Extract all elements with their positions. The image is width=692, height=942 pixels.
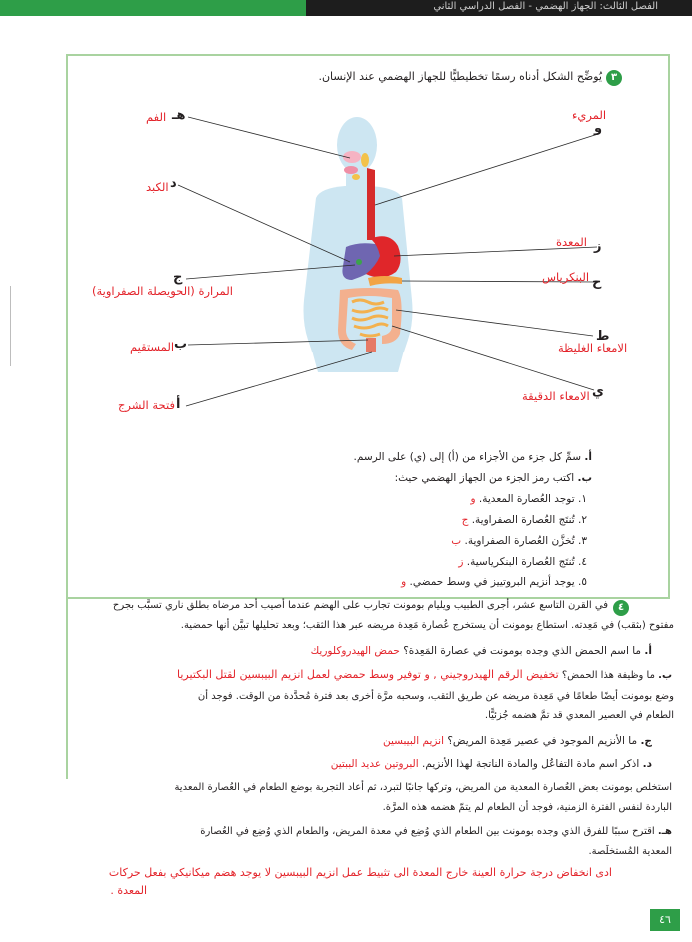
- q4-part-d-answer: البروتين عديد الببتين: [330, 758, 419, 770]
- q4-part-c: [383, 735, 652, 747]
- question-4-badge: ٤: [613, 600, 629, 616]
- q4-mid-line-1: وضع بومونت أيضًا طعامًا في مَعِدة مريضه عن طريق الثقب، وسحبه مرَّة أخرى بعد فترة مُحدَّدة من الوقت. فوجد أن: [197, 691, 674, 702]
- q4-part-b-text: ما وظيفة هذا الحمض؟: [561, 670, 655, 681]
- letter-alif: أ: [176, 397, 181, 412]
- q4-mid-line-2: الطعام في العصير المعدي قد تمَّ هضمه جُزئيًّا.: [484, 710, 674, 721]
- q4-experiment-line-1: استخلص بومونت بعض العُصارة المعدية من المريض، وتركها جانبًا لتبرد، ثم أعاد التجربة بوضع الطعام في العُصارة المعدية: [174, 782, 672, 793]
- header-green-bar: [0, 0, 306, 16]
- q4-part-b-answer: تخفيض الرقم الهيدروجيني , و توفير وسط حمضي لعمل انزيم البيبسين لقتل البكتيريا: [177, 668, 559, 681]
- q3-item-4-text: تُنتَج العُصارة البنكرياسية.: [466, 556, 575, 568]
- answer-esophagus: المريء: [572, 108, 607, 122]
- letter-zay: ز: [594, 239, 602, 254]
- q3-item-2: [462, 514, 587, 526]
- letter-ya: ي: [592, 384, 604, 399]
- q3-part-b: [395, 472, 592, 484]
- q4-part-c-text: ما الأنزيم الموجود في عصير مَعِدة المريض؟: [447, 735, 638, 747]
- q4-part-a-label: أ.: [644, 645, 652, 657]
- letter-ha: هـ: [172, 108, 186, 123]
- q4-part-e-label: هـ.: [657, 826, 672, 837]
- q3-item-3-answer: ب: [451, 535, 462, 547]
- q3-item-4-answer: ز: [458, 556, 464, 568]
- q3-part-a: [354, 451, 592, 463]
- header-title: الفصل الثالث: الجهاز الهضمي - الفصل الدراسي الثاني: [306, 0, 692, 16]
- q3-item-5-answer: و: [401, 576, 407, 588]
- q3-part-b-label: ب.: [577, 472, 592, 484]
- q3-item-4: [458, 556, 587, 568]
- answer-pancreas: البنكرياس: [542, 270, 590, 284]
- q4-part-e-answer-line-1: ادى انخفاض درجة حرارة العينة خارج المعدة الى تثبيط عمل انزيم البيبسين لا يوجد هضم ميكانيكي بفعل حركات: [108, 866, 612, 879]
- q4-part-a-text: ما اسم الحمض الذي وجده بومونت في عصارة المَعِدة؟: [403, 645, 642, 657]
- answer-rectum: المستقيم: [130, 340, 175, 354]
- q3-item-2-answer: ج: [461, 514, 469, 526]
- q4-part-d-text: اذكر اسم مادة التفاعُل والمادة الناتجة لهذا الأنزيم.: [422, 758, 640, 770]
- q3-item-5-text: يوجد أنزيم البروتييز في وسط حمضي.: [409, 576, 575, 588]
- letter-jim: ج: [173, 270, 183, 285]
- q4-part-c-answer: انزيم البيبسين: [382, 735, 445, 747]
- q4-intro-line-2: مفتوح (بثقب) في مَعِدته. استطاع بومونت أن يستخرج عُصارة مَعِدة مريضه عبر هذا الثقب؛ وبعد تحليلها تبيَّن أنها حمضية.: [180, 620, 674, 631]
- question-3-badge: ٣: [606, 70, 622, 86]
- answer-small-intestine: الامعاء الدقيقة: [522, 389, 590, 403]
- answer-large-intestine: الامعاء الغليظة: [558, 341, 628, 355]
- q4-part-e: [200, 826, 672, 837]
- answer-anus: فتحة الشرج: [118, 398, 175, 412]
- letter-dal: د: [170, 176, 177, 191]
- q3-part-b-text: اكتب رمز الجزء من الجهاز الهضمي حيث:: [394, 472, 575, 484]
- answer-stomach: المعدة: [556, 235, 587, 249]
- q4-part-a-answer: حمض الهيدروكلوريك: [310, 645, 400, 657]
- q3-item-1: [471, 493, 588, 505]
- q3-item-5-num: ٥.: [578, 576, 587, 588]
- q4-part-b: [177, 668, 672, 681]
- question-3-prompt: يُوضِّح الشكل أدناه رسمًا تخطيطيًّا للجهاز الهضمي عند الإنسان.: [318, 70, 602, 83]
- answer-liver: الكبد: [146, 180, 169, 194]
- q4-part-d-label: د.: [642, 758, 652, 770]
- letter-ba: ب: [174, 337, 188, 352]
- letter-ha2: ح: [592, 275, 602, 290]
- q3-part-a-label: أ.: [584, 451, 592, 463]
- question-4-frame-edge: [66, 599, 68, 779]
- q3-part-a-text: سمِّ كل جزء من الأجزاء من (أ) إلى (ي) على الرسم.: [353, 451, 582, 463]
- q3-item-5: [401, 576, 587, 588]
- q3-item-2-text: تُنتَج العُصارة الصفراوية.: [471, 514, 575, 526]
- q3-item-3: [451, 535, 587, 547]
- answer-mouth: الفم: [146, 110, 167, 124]
- page-number: ٤٦: [650, 909, 680, 931]
- q3-item-1-text: توجد العُصارة المعدية.: [478, 493, 575, 505]
- q3-item-1-answer: و: [470, 493, 476, 505]
- q3-item-3-text: تُخزَّن العُصارة الصفراوية.: [464, 535, 575, 547]
- q4-part-d: [331, 758, 652, 770]
- q3-item-2-num: ٢.: [578, 514, 587, 526]
- q4-part-a: [311, 645, 652, 657]
- letter-waw: و: [594, 121, 603, 136]
- q3-item-3-num: ٣.: [578, 535, 587, 547]
- q3-item-4-num: ٤.: [578, 556, 587, 568]
- q4-part-e-answer-line-2: المعدة .: [110, 884, 147, 897]
- q3-item-1-num: ١.: [578, 493, 587, 505]
- q4-part-e-line-2: المعدية المُستخلَصة.: [588, 846, 672, 857]
- q4-part-e-text: اقترح سببًا للفرق الذي وجده بومونت بين الطعام الذي وُضِع في معدة المريض، والطعام الذي وُضِع في العُصارة: [200, 826, 655, 837]
- answer-gallbladder: المرارة (الحويصلة الصفراوية): [92, 284, 233, 298]
- letter-ta: ط: [596, 329, 610, 344]
- q4-part-b-label: ب.: [658, 670, 672, 681]
- q4-experiment-line-2: الباردة لنفس الفترة الزمنية، فوجد أن الطعام لم يتمّ هضمه هذه المرَّة.: [382, 802, 672, 813]
- q4-part-c-label: ج.: [640, 735, 652, 747]
- q4-intro-line-1: في القرن التاسع عشر، أجرى الطبيب ويليام بومونت تجارب على الهضم عندما أصيب أحد مرضاه بطلق ناري تسبَّب بجرح: [112, 600, 608, 611]
- margin-divider: [10, 286, 11, 366]
